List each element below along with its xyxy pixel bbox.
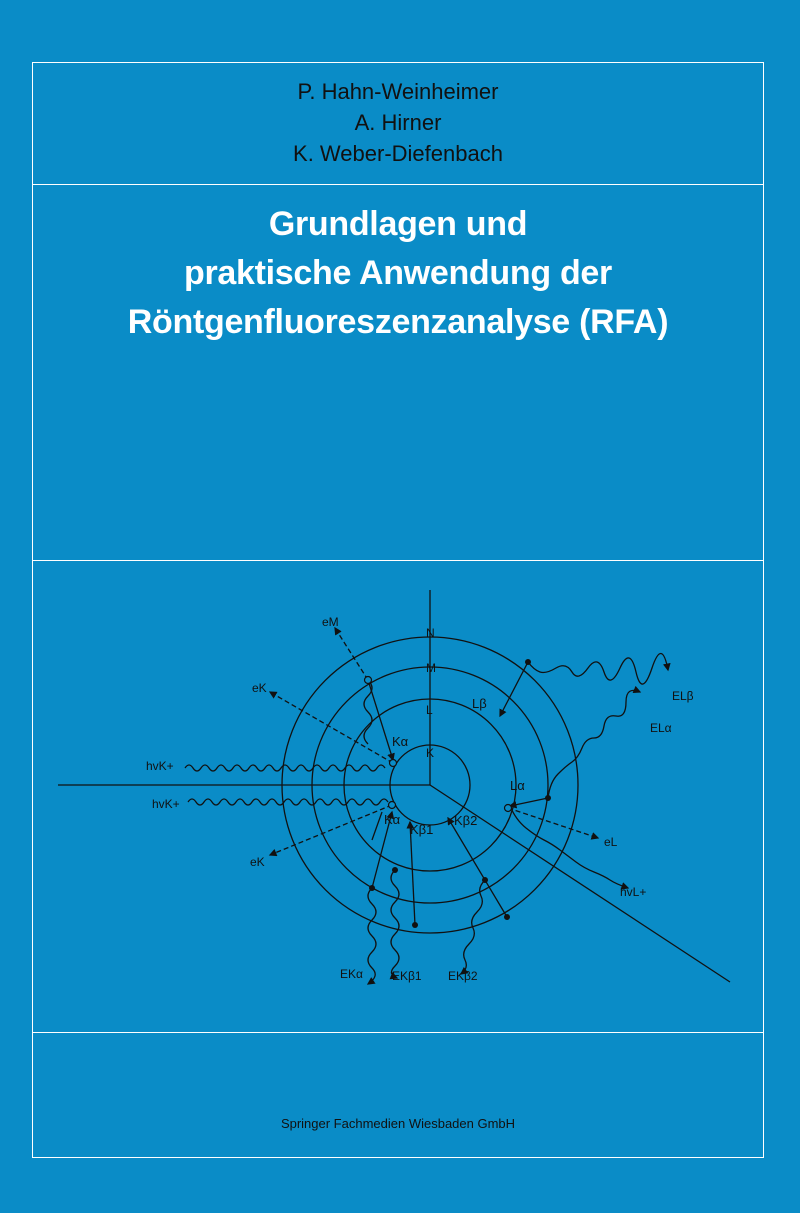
electron-label-ek-lower: eK xyxy=(250,855,265,869)
photon-wave-lower xyxy=(188,799,388,805)
electron-em-path xyxy=(335,628,368,680)
electron-label-ek-upper: eK xyxy=(252,681,267,695)
photon-label-hvl: hvL+ xyxy=(620,885,647,899)
author-name: A. Hirner xyxy=(354,110,442,135)
emission-wave-kalpha xyxy=(368,888,376,984)
emission-wave-lbeta xyxy=(528,653,668,684)
title-line: Grundlagen und xyxy=(268,205,528,243)
shell-label-n: N xyxy=(426,626,435,640)
emission-wave-kbeta2 xyxy=(461,880,485,974)
emission-label-ekbeta1: EKβ1 xyxy=(392,969,422,983)
emission-wave-kbeta1 xyxy=(391,870,399,978)
emission-label-ekalpha: EKα xyxy=(340,967,363,981)
photon-label-upper: hvK+ xyxy=(146,759,174,773)
shell-label-l: L xyxy=(426,703,433,717)
transition-kbeta1 xyxy=(410,822,415,925)
photon-wave-upper xyxy=(185,765,385,771)
connector-wave-kalpha xyxy=(372,812,382,840)
transition-label-lalpha: Lα xyxy=(510,778,525,793)
emission-label-elbeta: ELβ xyxy=(672,689,694,703)
shell-label-k: K xyxy=(426,746,435,760)
transition-lalpha xyxy=(510,798,548,806)
transition-label-kalpha-lower: Kα xyxy=(384,812,401,827)
electron-label-em: eM xyxy=(322,615,339,629)
electron-ek-lower-path xyxy=(270,805,392,855)
emission-label-ekbeta2: EKβ2 xyxy=(448,969,478,983)
shell-label-m: M xyxy=(426,661,436,675)
author-name: P. Hahn-Weinheimer xyxy=(297,79,499,104)
electron-label-el: eL xyxy=(604,835,618,849)
emission-label-elalpha: ELα xyxy=(650,721,672,735)
author-name: K. Weber-Diefenbach xyxy=(293,141,503,166)
photon-label-lower: hvK+ xyxy=(152,797,180,811)
title-line: Röntgenfluoreszenzanalyse (RFA) xyxy=(127,303,669,341)
transition-label-kbeta2: Kβ2 xyxy=(454,813,478,828)
title-line: praktische Anwendung der xyxy=(184,254,612,292)
transition-kbeta2 xyxy=(448,818,507,917)
transition-label-kalpha-upper: Kα xyxy=(392,734,409,749)
publisher-name: Springer Fachmedien Wiesbaden GmbH xyxy=(280,1116,516,1131)
emission-wave-lalpha xyxy=(548,690,640,798)
transition-lbeta xyxy=(500,662,528,716)
transition-label-lbeta: Lβ xyxy=(472,696,487,711)
transition-label-kbeta1: Kβ1 xyxy=(410,822,434,837)
